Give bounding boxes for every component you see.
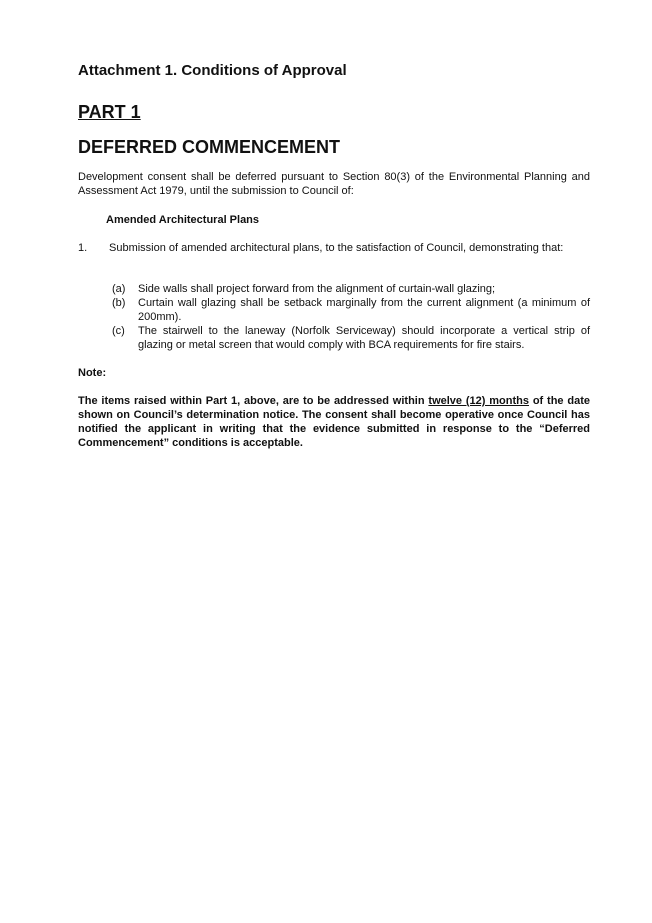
subitem-c [112, 324, 590, 352]
note-paragraph [78, 394, 590, 450]
note-label: Note: [78, 367, 107, 379]
subitem-b [112, 296, 590, 324]
subitem-marker: (a) [112, 283, 126, 295]
subitem-a [112, 282, 590, 296]
intro-paragraph: Development consent shall be deferred pursuant to Section 80(3) of the Environmental Planning and Assessment Act 1979, until the submission to Council of: [78, 171, 590, 197]
subitem-text: Side walls shall project forward from the alignment of curtain-wall glazing; [138, 283, 496, 295]
note-deadline: twelve (12) months [428, 395, 529, 407]
item-number: 1. [78, 242, 88, 254]
note-text-start: The items raised within Part 1, above, are to be addressed within [78, 395, 429, 407]
note-text-end: of the date shown on Council’s determination notice. The consent shall become operative once Council has notified the applicant in writing that the evidence submitted in response to the “Deferred Commencement” conditions is acceptable. [78, 395, 590, 449]
subitem-marker: (b) [112, 297, 126, 309]
item-text: Submission of amended architectural plans, to the satisfaction of Council, demonstrating that: [109, 242, 564, 254]
subitem-marker: (c) [112, 325, 125, 337]
subitem-text: Curtain wall glazing shall be setback marginally from the current alignment (a minimum of 200mm). [138, 297, 590, 323]
subitem-list [112, 282, 590, 352]
section-heading: DEFERRED COMMENCEMENT [78, 137, 341, 157]
attachment-title: Attachment 1. Conditions of Approval [78, 62, 347, 79]
amended-plans-subheading: Amended Architectural Plans [106, 214, 260, 226]
part-heading: PART 1 [78, 102, 141, 122]
subitem-text: The stairwell to the laneway (Norfolk Serviceway) should incorporate a vertical strip of glazing or metal screen that would comply with BCA requirements for fire stairs. [138, 325, 590, 351]
